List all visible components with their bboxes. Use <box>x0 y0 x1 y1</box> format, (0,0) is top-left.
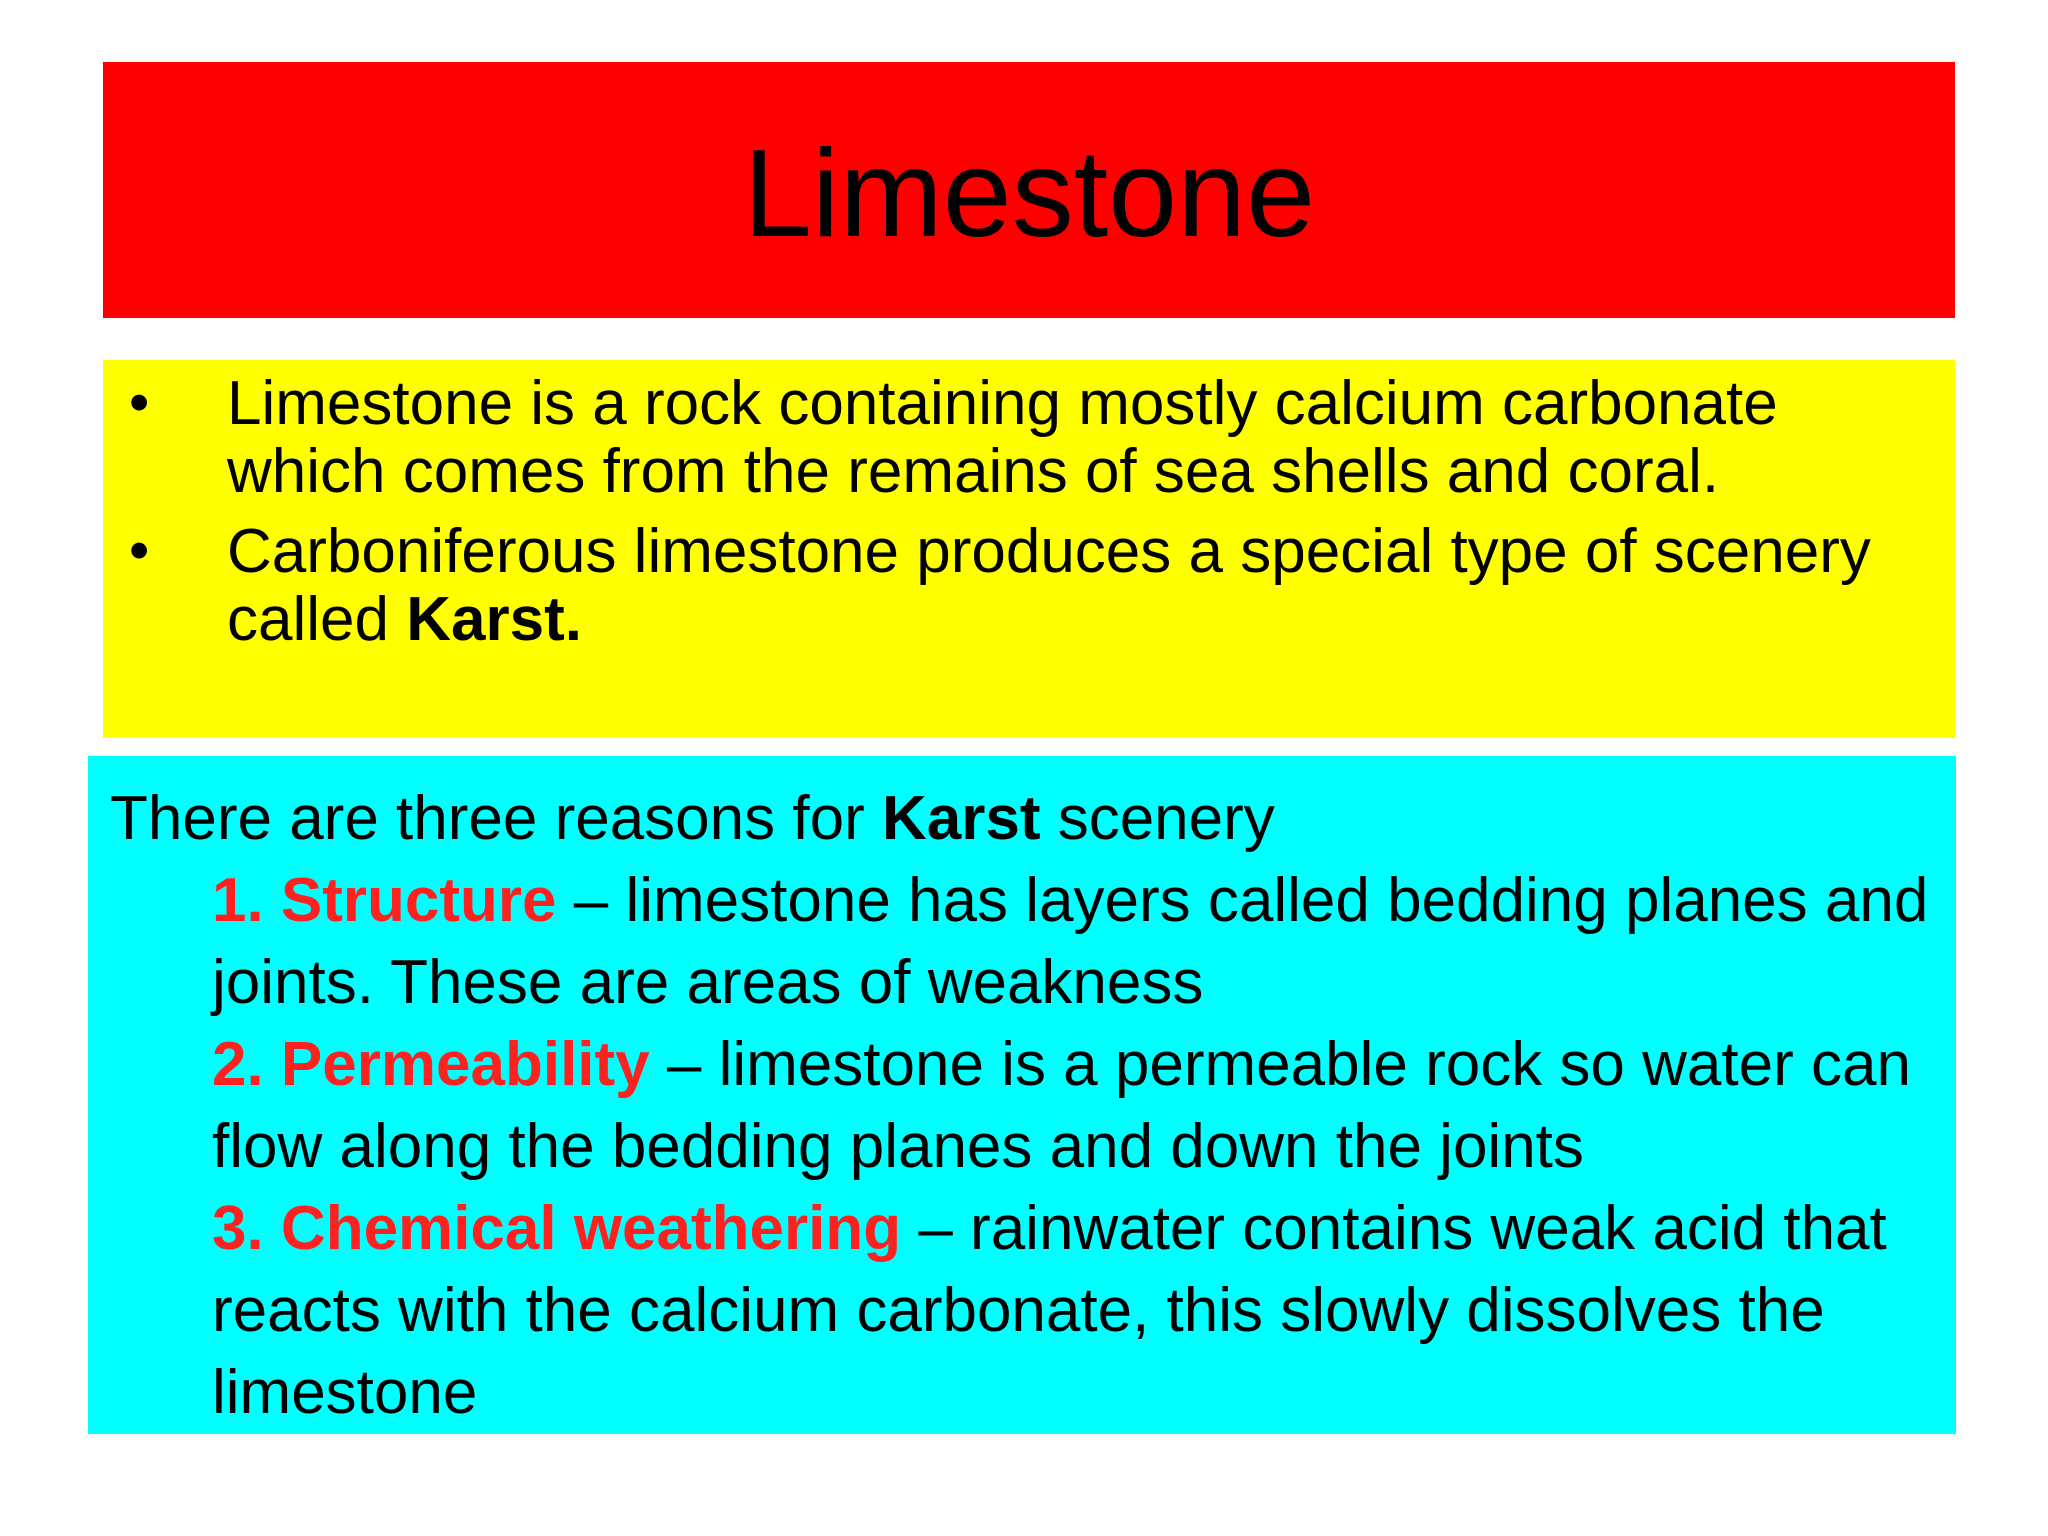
reason-text: – rainwater contains weak acid that reacts with the calcium carbonate, this slowly dissolves the limestone <box>212 1194 1887 1427</box>
karst-intro-after: scenery <box>1040 784 1275 853</box>
bullet-text-plain: Carboniferous limestone produces a special type of scenery called <box>227 517 1871 654</box>
slide-title: Limestone <box>742 125 1316 263</box>
bullet-dot-icon: • <box>129 370 150 435</box>
bullet-list-box <box>103 360 1955 738</box>
bullet-text: Limestone is a rock containing mostly calcium carbonate which comes from the remains of sea shells and coral. <box>227 369 1778 506</box>
title-banner <box>103 62 1955 318</box>
bullet-text <box>227 518 1947 654</box>
karst-intro <box>110 778 1275 860</box>
reason-text: – limestone has layers called bedding planes and joints. These are areas of weakness <box>212 866 1929 1017</box>
karst-reasons-box <box>88 756 1956 1434</box>
reason-item <box>212 1024 1942 1188</box>
bullet-dot-icon: • <box>129 518 150 583</box>
reason-item <box>212 860 1942 1024</box>
reasons-list <box>212 860 1942 1434</box>
karst-intro-emphasis: Karst <box>881 784 1041 853</box>
reason-label: 1. Structure <box>212 866 557 935</box>
karst-intro-before: There are three reasons for <box>110 784 882 853</box>
reason-label: 3. Chemical weathering <box>212 1194 902 1263</box>
reason-item <box>212 1188 1942 1434</box>
bullet-text-emphasis: Karst. <box>406 585 582 654</box>
reason-text: – limestone is a permeable rock so water can flow along the bedding planes and down the joints <box>212 1030 1911 1181</box>
reason-label: 2. Permeability <box>212 1030 650 1099</box>
